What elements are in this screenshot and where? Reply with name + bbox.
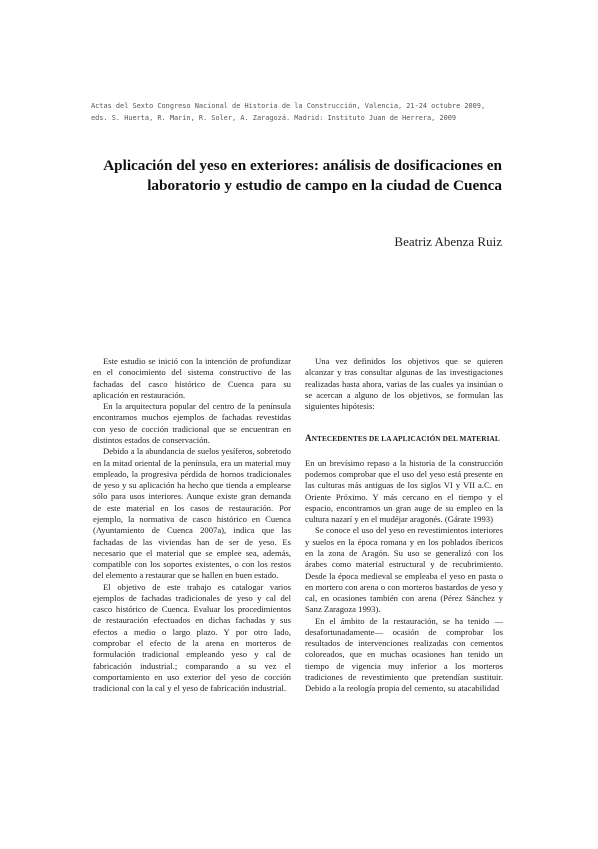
- section-heading: ANTECEDENTES DE LA APLICACIÓN DEL MATERIAL: [305, 433, 500, 444]
- paragraph: Este estudio se inició con la intención de profundizar en el conocimiento del sistema constructivo de las fachadas del casco histórico de Cuenca para su aplicación en restauración.: [93, 356, 291, 400]
- paragraph: Debido a la abundancia de suelos yesíferos, sobretodo en la mitad oriental de la península, era un material muy empleado, la progresiva pérdida de hornos tradicionales de yeso y su aplicación ha hecho que tienda a emplearse sólo para usos interiores. Aunque existe gran demanda de este material en los casos de restauración. Por ejemplo, la normativa de casco histórico en Cuenca (Ayuntamiento de Cuenca 2007a), indica que las fachadas de las viviendas han de ser de yeso. Es necesario que el material que se emplee sea, además, compatible con los soportes existentes, o con los restos del elemento a restaurar que se hallen en buen estado.: [93, 446, 291, 581]
- paragraph: El objetivo de este trabajo es catalogar varios ejemplos de fachadas tradicionales de yeso y cal del casco histórico de Cuenca. Evaluar los procedimientos de restauración efectuados en dichas fachadas y sus efectos a medio o largo plazo. Y por otro lado, comprobar el efecto de la arena en morteros de formulación tradicional empleando yeso y cal de fabricación industrial.; comparando a su vez el comportamiento en uso exterior del yeso de cocción tradicional con la cal y el yeso de fabricación industrial.: [93, 581, 291, 694]
- title-line-2: laboratorio y estudio de campo en la ciudad de Cuenca: [147, 177, 502, 194]
- right-column: [305, 356, 503, 695]
- header-line-2: eds. S. Huerta, R. Marín, R. Soler, A. Zaragozá. Madrid: Instituto Juan de Herrera, 2009: [91, 114, 457, 122]
- paragraph: Una vez definidos los objetivos que se quieren alcanzar y tras consultar algunas de las investigaciones realizadas hasta ahora, varias de las cuales ya insinúan o se acercan a alguno de los objetivos, se formulan las siguientes hipótesis:: [305, 356, 503, 412]
- paragraph: En un brevísimo repaso a la historia de la construcción podemos comprobar que el uso del yeso está presente en las culturas más antiguas de los siglos VI y VII a.C. en Oriente Próximo. Y más cercano en el tiempo y el espacio, encontramos un gran auge de su empleo en la cultura nazarí y en el mudéjar aragonés. (Gárate 1993): [305, 457, 503, 525]
- title-line-1: Aplicación del yeso en exteriores: análisis de dosificaciones en: [103, 157, 502, 174]
- paragraph: En el ámbito de la restauración, se ha tenido —desafortunadamente— ocasión de comprobar los resultados de intervenciones realizadas con cementos coloreados, que en muchas ocasiones han tenido un tiempo de vigencia muy inferior a los morteros tradiciones de revestimiento que pretendían sustituir. Debido a la reología propia del cemento, su atacabilidad: [305, 615, 503, 694]
- paragraph: Se conoce el uso del yeso en revestimientos interiores y suelos en la época romana y en los poblados íbericos en la zona de Aragón. Su uso se generalizó con los árabes como material estructural y de recubrimiento. Desde la época medieval se empleaba el yeso en pasta o en mortero con arena o con morteros bastardos de yeso y cal, en ocasiones también con arena (Pérez Sánchez y Sanz Zaragoza 1993).: [305, 525, 503, 615]
- proceedings-header: [91, 100, 521, 124]
- author-name: Beatriz Abenza Ruiz: [394, 234, 502, 249]
- header-line-1: Actas del Sexto Congreso Nacional de Historia de la Construcción, Valencia, 21-24 octubre 2009,: [91, 102, 486, 110]
- left-column: [93, 356, 291, 694]
- paper-title: [92, 156, 502, 196]
- paragraph: En la arquitectura popular del centro de la península encontramos muchos ejemplos de fachadas revestidas con yeso de cocción tradicional que se encuentran en distintos estados de conservación.: [93, 401, 291, 445]
